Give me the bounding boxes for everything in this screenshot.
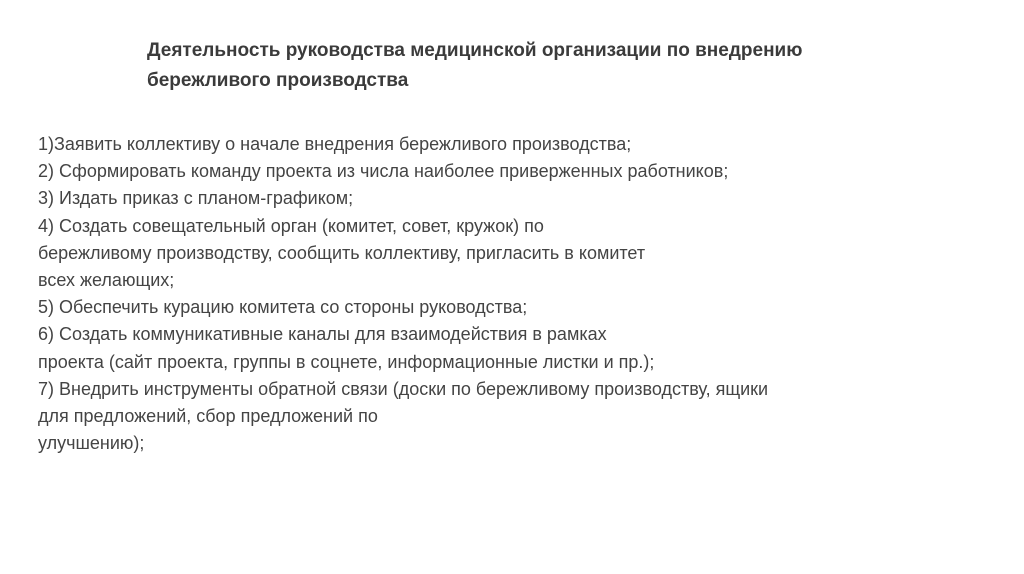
list-item-line: 6) Создать коммуникативные каналы для взаимодействия в рамках bbox=[38, 324, 607, 345]
list-item-line: улучшению); bbox=[38, 433, 145, 454]
slide-title-line: Деятельность руководства медицинской организации по внедрению bbox=[147, 40, 803, 61]
list-item-line: всех желающих; bbox=[38, 270, 175, 291]
slide-title-line: бережливого производства bbox=[147, 70, 409, 91]
slide-body-list bbox=[38, 131, 988, 457]
list-item-line: 7) Внедрить инструменты обратной связи (доски по бережливому производству, ящики bbox=[38, 378, 769, 399]
list-item-line: бережливому производству, сообщить коллективу, пригласить в комитет bbox=[38, 242, 646, 263]
list-item-line: 5) Обеспечить курацию комитета со стороны руководства; bbox=[38, 297, 528, 318]
list-item-line: 2) Сформировать команду проекта из числа наиболее приверженных работников; bbox=[38, 161, 729, 182]
list-item-line: проекта (сайт проекта, группы в соцнете, информационные листки и пр.); bbox=[38, 351, 655, 372]
list-item-line: 3) Издать приказ с планом-графиком; bbox=[38, 188, 354, 209]
list-item-line: 1)Заявить коллективу о начале внедрения бережливого производства; bbox=[38, 134, 632, 154]
slide-title bbox=[147, 36, 887, 96]
list-item-line: для предложений, сбор предложений по bbox=[38, 406, 378, 427]
list-item-line: 4) Создать совещательный орган (комитет, совет, кружок) по bbox=[38, 215, 544, 236]
